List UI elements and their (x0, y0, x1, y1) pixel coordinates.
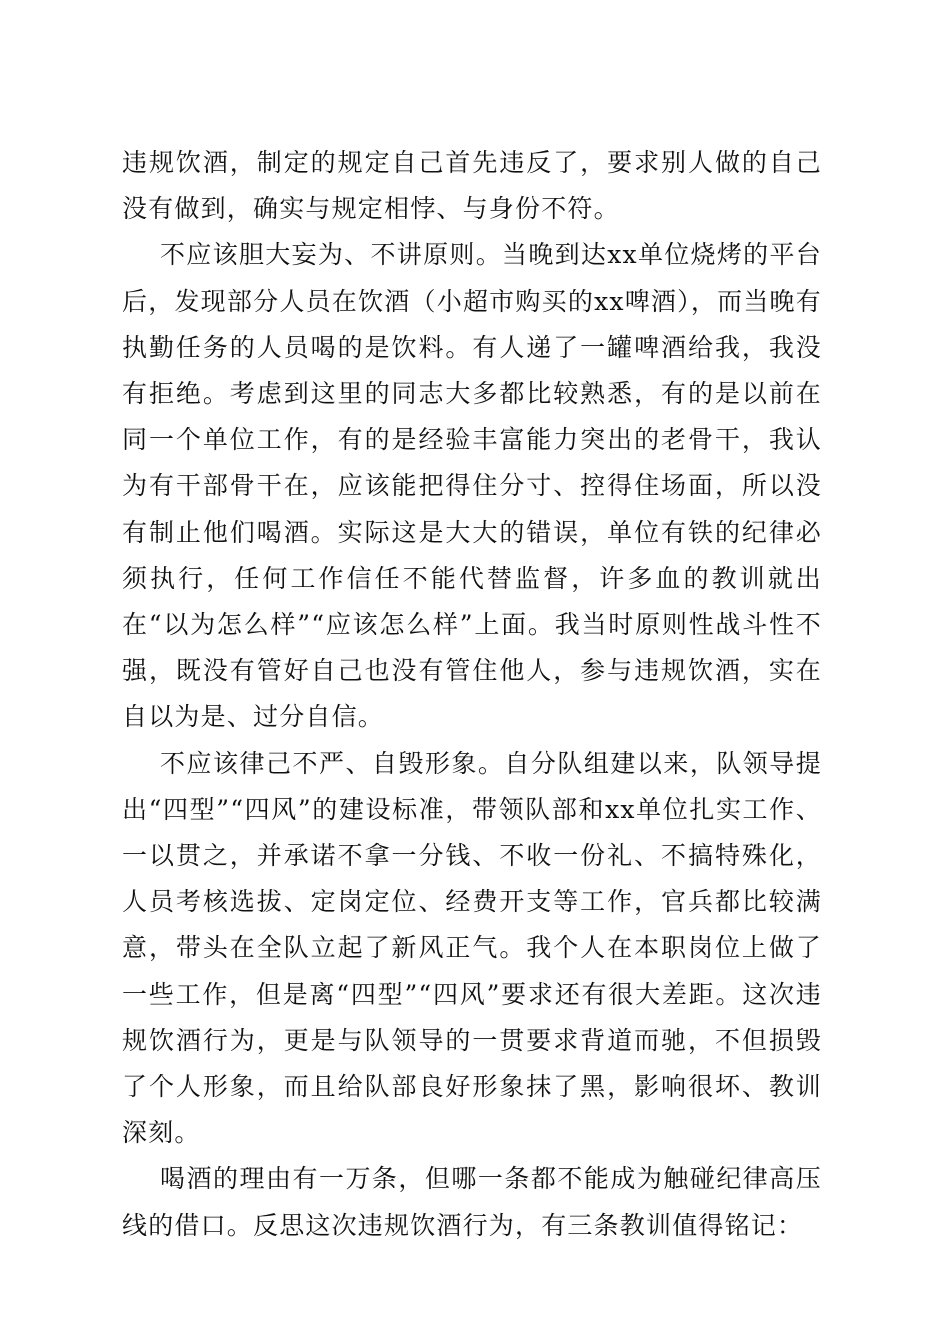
paragraph-principle: 不应该胆大妄为、不讲原则。当晚到达xx单位烧烤的平台后，发现部分人员在饮酒（小超市购买的xx啤酒），而当晚有执勤任务的人员喝的是饮料。有人递了一罐啤酒给我，我没有拒绝。考虑到这里的同志大多都比较熟悉，有的是以前在同一个单位工作，有的是经验丰富能力突出的老骨干，我认为有干部骨干在，应该能把得住分寸、控得住场面，所以没有制止他们喝酒。实际这是大大的错误，单位有铁的纪律必须执行，任何工作信任不能代替监督，许多血的教训就出在“以为怎么样”“应该怎么样”上面。我当时原则性战斗性不强，既没有管好自己也没有管住他人，参与违规饮酒，实在自以为是、过分自信。 (122, 240, 822, 732)
paragraph-continuation: 违规饮酒，制定的规定自己首先违反了，要求别人做的自己没有做到，确实与规定相悖、与身份不符。 (122, 148, 822, 224)
document-body (122, 140, 822, 1249)
paragraph-lessons-intro: 喝酒的理由有一万条，但哪一条都不能成为触碰纪律高压线的借口。反思这次违规饮酒行为，有三条教训值得铭记： (122, 1164, 822, 1240)
paragraph-self-discipline: 不应该律己不严、自毁形象。自分队组建以来，队领导提出“四型”“四风”的建设标准，带领队部和xx单位扎实工作、一以贯之，并承诺不拿一分钱、不收一份礼、不搞特殊化，人员考核选拔、定岗定位、经费开支等工作，官兵都比较满意，带头在全队立起了新风正气。我个人在本职岗位上做了一些工作，但是离“四型”“四风”要求还有很大差距。这次违规饮酒行为，更是与队领导的一贯要求背道而驰，不但损毁了个人形象，而且给队部良好形象抹了黑，影响很坏、教训深刻。 (122, 748, 822, 1148)
